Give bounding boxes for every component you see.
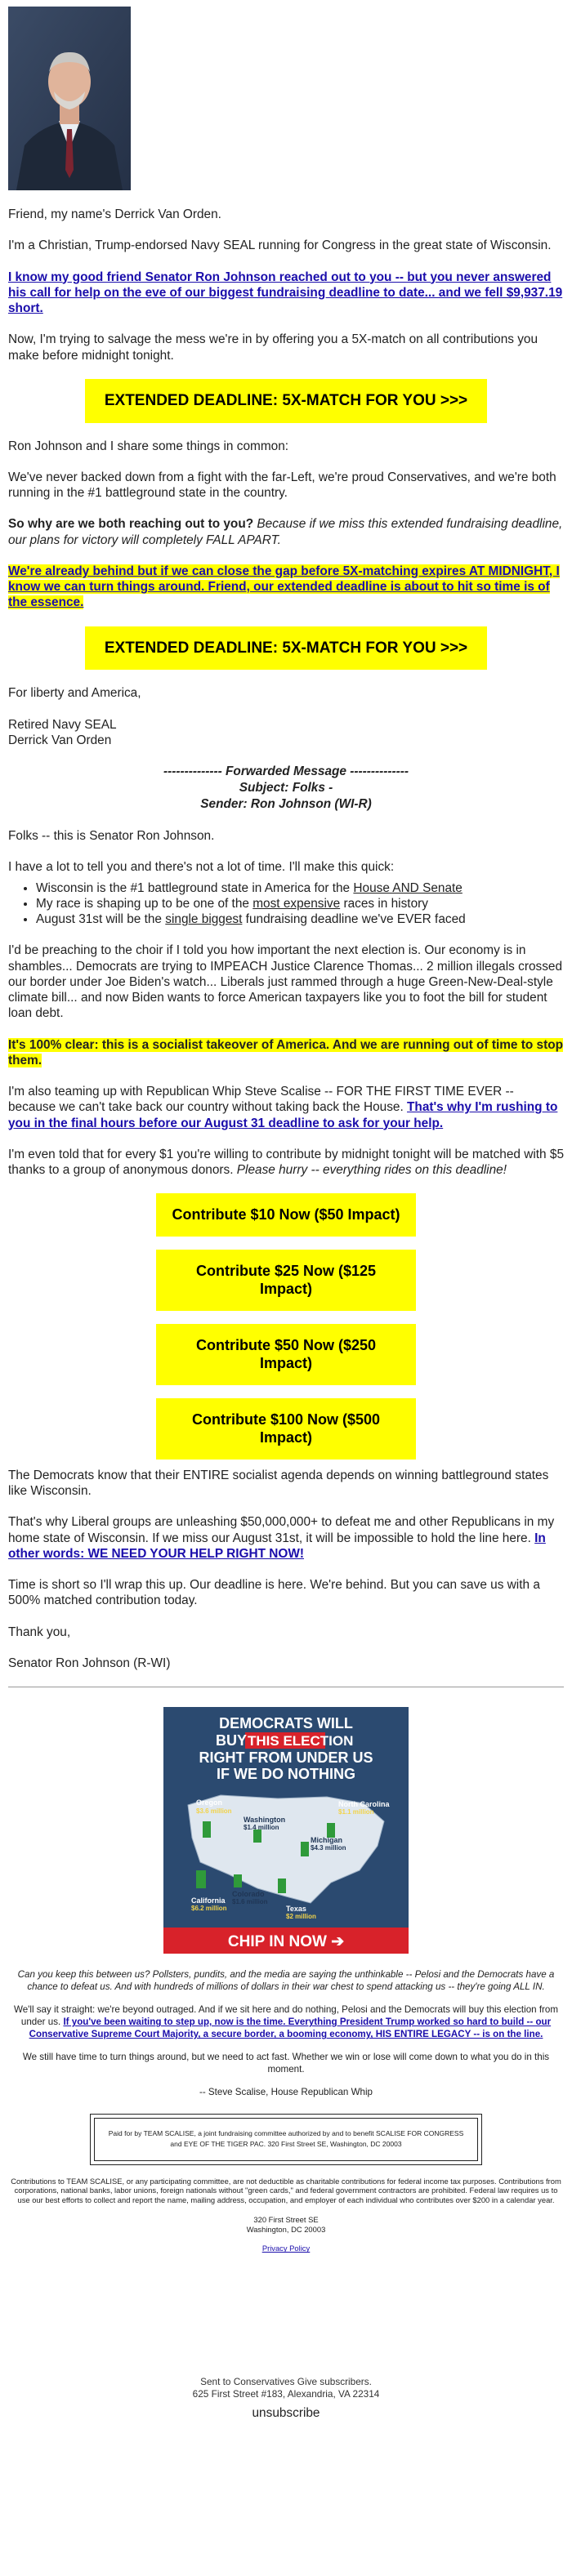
banner-headline-3: RIGHT FROM UNDER US — [199, 1749, 373, 1767]
state-label-amount: $2 million — [286, 1913, 316, 1921]
banner-headline-4: IF WE DO NOTHING — [217, 1766, 355, 1783]
banner-headline-2a: BUY — [216, 1732, 248, 1749]
portrait-image — [8, 7, 131, 190]
signature-title: Retired Navy SEAL — [8, 717, 117, 732]
scalise-signature: -- Steve Scalise, House Republican Whip — [199, 2087, 373, 2098]
footer-address: 625 First Street #183, Alexandria, VA 22314 — [192, 2387, 380, 2400]
why-bold: So why are we both reaching out to you? — [8, 517, 254, 532]
scalise-paragraph-1: Can you keep this between us? Pollsters, pundits, and the media are saying the unthinkable -- Pelosi and the Democrats have a chance to defeat us. And with hundreds of millions of dollars in their war chest to spend attacking us -- they're going ALL IN. — [17, 1969, 555, 1993]
link-step-up[interactable]: If you've been waiting to step up, now is the time. Everything President Trump worked so hard to build -- our Conservative Supreme Court Majority, a secure border, a booming economy, HIS ENTIRE LEGACY -- is on the line. — [29, 2017, 552, 2040]
paid-for-text: Paid for by TEAM SCALISE, a joint fundraising committee authorized by and to benefit SCALISE FOR CONGRESS and EYE OF THE TIGER PAC. 320 First Street SE, Washington, DC 20003 — [94, 2118, 478, 2161]
money-stack-icon — [234, 1874, 242, 1887]
paragraph-about: I'm a Christian, Trump-endorsed Navy SEAL running for Congress in the great state of Wisconsin. — [8, 238, 552, 253]
link-ron-johnson-call[interactable]: I know my good friend Senator Ron Johnson reached out to you -- but you never answered his call for help on the eve of our biggest fundraising deadline to date... and we fell $9,937.19 short. — [8, 270, 563, 315]
paragraph-why — [8, 516, 564, 548]
unsubscribe-link[interactable]: unsubscribe — [252, 2405, 320, 2420]
paragraph-thanks: Thank you, — [8, 1624, 71, 1639]
money-stack-icon — [203, 1821, 211, 1838]
paragraph-folks: Folks -- this is Senator Ron Johnson. — [8, 829, 215, 844]
paid-for-box — [90, 2114, 482, 2165]
scalise-paragraph-2: We'll say it straight: we're beyond outraged. And if we sit here and do nothing, Pelosi and the Democrats will buy this election from under us. If you've been waiting to step up, now is the time. Everything President Trump worked so hard to build -- our Conservative Supreme Court Majority, a secure border, a booming economy, HIS ENTIRE LEGACY -- is on the line. — [13, 2004, 559, 2040]
state-label-name: Oregon — [196, 1798, 223, 1807]
privacy-policy-link[interactable]: Privacy Policy — [261, 2244, 311, 2253]
forwarded-subject: Subject: Folks - — [239, 781, 333, 796]
spacer — [8, 2253, 564, 2376]
paragraph-far-left: We've never backed down from a fight with the far-Left, we're proud Conservatives, and we're both running in the #1 battleground state in the country. — [8, 470, 556, 500]
money-stack-icon — [301, 1842, 309, 1856]
paragraph-preaching: I'd be preaching to the choir if I told you how important the next election is. Our economy is in shambles... Democrats are trying to IMPEACH Justice Clarence Thomas... 2 million illegals crossed our border under Joe Biden's watch... Liberals just rammed through a huge Green-New-Deal-style climate bill... and now Biden wants to force American taxpayers like you to foot the bill for student loan debt. — [8, 943, 563, 1021]
paragraph-wrap-up: Time is short so I'll wrap this up. Our deadline is here. We're behind. But you can save us with a 500% matched contribution today. — [8, 1578, 540, 1608]
contribute-25-button[interactable]: Contribute $25 Now ($125 Impact) — [156, 1250, 416, 1311]
cta-extended-deadline-button-2[interactable]: EXTENDED DEADLINE: 5X-MATCH FOR YOU >>> — [85, 626, 487, 671]
paragraph-salvage: Now, I'm trying to salvage the mess we're in by offering you a 5X-match on all contributions you make before midnight tonight. — [8, 332, 538, 363]
state-label-name: North Carolina — [338, 1800, 390, 1809]
portrait-photo — [8, 7, 131, 190]
signature — [8, 717, 564, 749]
signature-name: Derrick Van Orden — [8, 733, 112, 747]
state-label-name: Michigan — [311, 1836, 343, 1845]
link-final-hours[interactable]: That's why I'm rushing to you in the final hours before our August 31 deadline to ask for your help. — [8, 1100, 558, 1130]
list-item: • My race is shaping up to be one of the most expensive races in history — [36, 896, 564, 911]
forwarded-sender: Sender: Ron Johnson (WI-R) — [200, 797, 372, 812]
state-label-amount: $6.2 million — [191, 1905, 227, 1913]
banner-cta-chip-in: CHIP IN NOW ➔ — [227, 1933, 345, 1951]
paragraph-scalise-teamup: I'm also teaming up with Republican Whip Steve Scalise -- FOR THE FIRST TIME EVER -- because we can't take back our country without taking back the House. That's why I'm rushing to you in the final hours before our August 31 deadline to ask for your help. — [8, 1085, 558, 1130]
paragraph-intro: Friend, my name's Derrick Van Orden. — [8, 207, 221, 221]
money-stack-icon — [196, 1870, 206, 1888]
state-label-name: California — [191, 1896, 226, 1905]
link-close-the-gap[interactable]: We're already behind but if we can close the gap before 5X-matching expires AT MIDNIGHT, I know we can turn things around. Friend, our extended deadline is about to hit so time is of the essence. — [8, 564, 560, 610]
paragraph-agenda: The Democrats know that their ENTIRE socialist agenda depends on winning battleground states like Wisconsin. — [8, 1468, 549, 1499]
state-label-name: Texas — [286, 1905, 306, 1914]
signoff: For liberty and America, — [8, 686, 141, 701]
why-italic: Because if we miss this extended fundraising deadline, our plans for victory will completely FALL APART. — [8, 517, 563, 547]
bullet-list — [8, 880, 564, 928]
cta-extended-deadline-button[interactable]: EXTENDED DEADLINE: 5X-MATCH FOR YOU >>> — [85, 379, 487, 423]
paragraph-match: I'm even told that for every $1 you're willing to contribute by midnight tonight will be matched with $5 thanks to a group of anonymous donors. Please hurry -- everything rides on this deadline! — [8, 1147, 564, 1178]
state-label-amount: $3.6 million — [196, 1807, 232, 1816]
link-need-help[interactable]: In other words: WE NEED YOUR HELP RIGHT NOW! — [8, 1531, 546, 1561]
contribute-10-button[interactable]: Contribute $10 Now ($50 Impact) — [156, 1193, 416, 1237]
highlight-socialist-takeover: It's 100% clear: this is a socialist takeover of America. And we are running out of time to stop them. — [8, 1037, 564, 1067]
list-item: • August 31st will be the single biggest fundraising deadline we've EVER faced — [36, 911, 564, 927]
state-label-name: Colorado — [232, 1890, 265, 1899]
scalise-paragraph-3: We still have time to turn things around, but we need to act fast. Whether we win or lose will come down to what you do in this moment. — [22, 2052, 550, 2075]
money-stack-icon — [253, 1829, 261, 1843]
paragraph-common: Ron Johnson and I share some things in common: — [8, 439, 289, 453]
banner-ad[interactable] — [163, 1707, 409, 1954]
legal-address: 320 First Street SE Washington, DC 20003 — [246, 2214, 326, 2234]
banner-headline-2b: THIS ELECTION — [248, 1733, 354, 1749]
state-label-amount: $1.4 million — [244, 1824, 279, 1832]
contribute-100-button[interactable]: Contribute $100 Now ($500 Impact) — [156, 1398, 416, 1460]
legal-disclaimer: Contributions to TEAM SCALISE, or any participating committee, are not deductible as charitable contributions for federal income tax purposes. Contributions from corporations, national banks, labor unions, foreign nationals without "green cards," and federal government contractors are prohibited. Federal law requires us to use our best efforts to collect and report the name, mailing address, occupation, and employer of each individual who contributes over $200 in a calendar year. — [11, 2176, 561, 2205]
signature-ron-johnson: Senator Ron Johnson (R-WI) — [8, 1656, 171, 1670]
state-label-amount: $4.3 million — [311, 1844, 346, 1852]
money-stack-icon — [278, 1879, 286, 1893]
forwarded-header — [8, 764, 564, 813]
contribute-50-button[interactable]: Contribute $50 Now ($250 Impact) — [156, 1324, 416, 1385]
paragraph-liberal-groups: That's why Liberal groups are unleashing $50,000,000+ to defeat me and other Republicans in my home state of Wisconsin. If we miss our August 31st, it will be impossible to hold the line here. In other words: WE NEED YOUR HELP RIGHT NOW! — [8, 1515, 555, 1561]
list-item: • Wisconsin is the #1 battleground state in America for the House AND Senate — [36, 880, 564, 896]
footer-sent-to: Sent to Conservatives Give subscribers. — [200, 2376, 372, 2388]
state-label-amount: $1.1 million — [338, 1808, 374, 1816]
paragraph-quick: I have a lot to tell you and there's not a lot of time. I'll make this quick: — [8, 860, 395, 875]
state-label-name: Washington — [244, 1816, 286, 1825]
banner-headline-1: DEMOCRATS WILL — [219, 1715, 353, 1732]
forwarded-divider: -------------- Forwarded Message -------------- — [163, 764, 409, 778]
footer — [8, 2376, 564, 2400]
state-label-amount: $1.6 million — [232, 1898, 268, 1906]
